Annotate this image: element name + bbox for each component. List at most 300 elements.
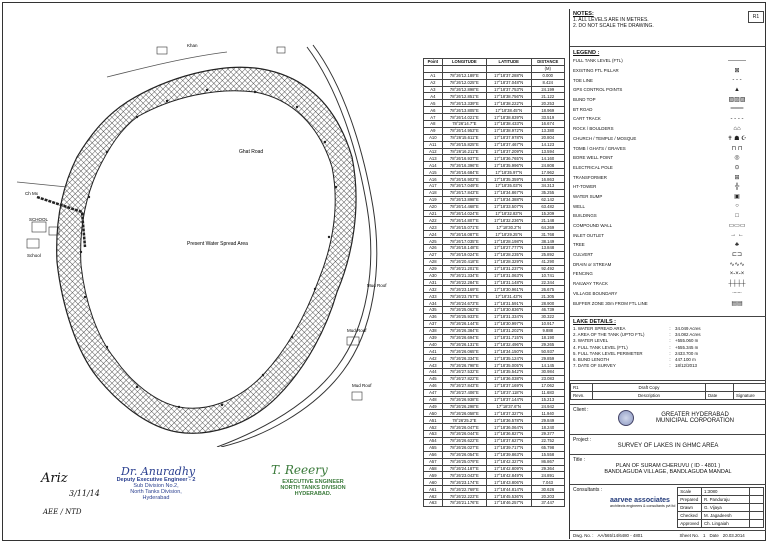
table-row bbox=[424, 231, 565, 238]
point-id: A38 bbox=[424, 327, 443, 334]
legend-label: FENCING bbox=[573, 271, 593, 277]
table-row bbox=[424, 369, 565, 376]
point-id: A4 bbox=[424, 93, 443, 100]
lake-detail-key: 6. BUND LENGTH bbox=[573, 357, 610, 363]
latitude-cell: 17°18'35.124"N bbox=[486, 355, 531, 362]
sump-icon: ▣ bbox=[734, 193, 740, 200]
point-id: A41 bbox=[424, 348, 443, 355]
latitude-cell: 17°18'31.43"N bbox=[486, 293, 531, 300]
legend-label: CART TRACK bbox=[573, 116, 601, 122]
notes-title: NOTES: bbox=[573, 11, 594, 17]
legend-label: BUILDINGS bbox=[573, 213, 597, 219]
point-id: A60 bbox=[424, 479, 443, 486]
legend-item bbox=[573, 211, 763, 221]
point-id: A53 bbox=[424, 431, 443, 438]
table-row bbox=[424, 320, 565, 327]
point-id: A63 bbox=[424, 500, 443, 507]
legend-label: GPS CONTROL POINTS bbox=[573, 87, 623, 93]
distance-cell: 65.798 bbox=[531, 444, 564, 451]
table-row bbox=[424, 479, 565, 486]
point-id: A45 bbox=[424, 375, 443, 382]
table-row bbox=[424, 458, 565, 465]
legend-list bbox=[573, 56, 763, 308]
drain-icon: ∿∿∿ bbox=[729, 261, 745, 268]
pillar-icon: ⊠ bbox=[734, 68, 740, 75]
point-id: A8 bbox=[424, 121, 443, 128]
longitude-cell: 78°26'13.898"E bbox=[442, 196, 486, 203]
table-row bbox=[424, 245, 565, 252]
table-row bbox=[424, 265, 565, 272]
revision-box: R1 bbox=[748, 11, 764, 23]
project-name: SURVEY OF LAKES IN GHMC AREA bbox=[617, 443, 719, 449]
longitude-cell: 78°26'21.176"E bbox=[442, 500, 486, 507]
distance-cell: 18.240 bbox=[531, 424, 564, 431]
table-row bbox=[424, 217, 565, 224]
drawing-number-row: Dwg. No. : AA/565/14/6480 - 4801 Sheet No. 1 Date 20.03.2014 bbox=[573, 532, 745, 538]
distance-cell: 46.739 bbox=[531, 307, 564, 314]
legend-item bbox=[573, 85, 763, 95]
latitude-cell: 17°18'31.148"N bbox=[486, 279, 531, 286]
client-name-1: GREATER HYDERABAD bbox=[661, 412, 729, 418]
legend-item bbox=[573, 240, 763, 250]
longitude-cell: 78°26'12.898"E bbox=[442, 86, 486, 93]
lake-detail-key: 4. FULL TANK LEVEL (FTL) bbox=[573, 344, 628, 350]
map-label-1: Ghat Road bbox=[239, 149, 264, 155]
latitude-cell: 17°18'30.836"N bbox=[486, 307, 531, 314]
legend-label: EXISTING FTL PILLAR bbox=[573, 68, 619, 74]
point-id: A31 bbox=[424, 279, 443, 286]
approval-table bbox=[677, 487, 764, 528]
longitude-cell: 78°26'24.673"E bbox=[442, 300, 486, 307]
point-id: A11 bbox=[424, 141, 443, 148]
approval-role: Approved bbox=[678, 520, 702, 528]
legend-item bbox=[573, 201, 763, 211]
distance-cell: 20.804 bbox=[531, 134, 564, 141]
distance-cell: 25.892 bbox=[531, 251, 564, 258]
table-row bbox=[424, 362, 565, 369]
longitude-cell: 78°26'20.418"E bbox=[442, 258, 486, 265]
latitude-cell: 17°18'42.809"N bbox=[486, 465, 531, 472]
legend-item bbox=[573, 66, 763, 76]
latitude-cell: 17°18'37.169"N bbox=[486, 382, 531, 389]
table-row bbox=[424, 251, 565, 258]
legend-item bbox=[573, 163, 763, 173]
approval-sign bbox=[750, 504, 764, 512]
table-row bbox=[424, 300, 565, 307]
longitude-cell: 78°26'13.805"E bbox=[442, 107, 486, 114]
separator: : bbox=[669, 331, 671, 337]
latitude-cell: 17°18'36.578"N bbox=[486, 417, 531, 424]
point-id: A61 bbox=[424, 486, 443, 493]
longitude-cell: 78°26'23.757"E bbox=[442, 293, 486, 300]
lake-detail-value: 447.100 m bbox=[675, 357, 696, 363]
longitude-cell: 78°26'17.049"E bbox=[442, 183, 486, 190]
handwritten-signature-1: Ariz bbox=[41, 471, 68, 486]
distance-cell: 24.891 bbox=[531, 472, 564, 479]
boundary-icon: ·-·-· bbox=[732, 290, 742, 297]
point-id: A29 bbox=[424, 265, 443, 272]
latitude-cell: 17°18'33.507"N bbox=[486, 203, 531, 210]
borewell-icon: ◎ bbox=[734, 155, 740, 162]
legend-label: VILLAGE BOUNDARY bbox=[573, 290, 618, 296]
client-label: Client : bbox=[573, 407, 589, 413]
tomb-icon: ⊓ ⊓ bbox=[731, 145, 743, 152]
legend-label: HT-TOWER bbox=[573, 184, 597, 190]
approval-row bbox=[678, 504, 764, 512]
lake-detail-value: +555.060 m bbox=[675, 338, 699, 344]
map-label-7: Mud Roof bbox=[352, 383, 372, 388]
transformer-icon: ⊞ bbox=[734, 174, 740, 181]
point-id: A5 bbox=[424, 100, 443, 107]
longitude-cell: 78°26'16.684"E bbox=[442, 169, 486, 176]
approval-sign bbox=[750, 488, 764, 496]
legend-label: RAILWAY TRACK bbox=[573, 281, 608, 287]
longitude-cell: 78°26'12.851"E bbox=[442, 93, 486, 100]
latitude-cell: 17°18'35.542"N bbox=[486, 369, 531, 376]
table-row bbox=[424, 396, 565, 403]
distance-cell: 29.377 bbox=[531, 431, 564, 438]
table-row bbox=[424, 417, 565, 424]
approval-role: Drawn bbox=[678, 504, 702, 512]
longitude-cell: 78°26'18.148"E bbox=[442, 245, 486, 252]
table-row bbox=[424, 437, 565, 444]
legend-item bbox=[573, 221, 763, 231]
distance-cell: 15.558 bbox=[531, 451, 564, 458]
latitude-cell: 17°18'35.97"N bbox=[486, 169, 531, 176]
point-id: A51 bbox=[424, 417, 443, 424]
point-id: A47 bbox=[424, 389, 443, 396]
approval-row bbox=[678, 512, 764, 520]
fencing-icon: ×-×-× bbox=[729, 270, 745, 277]
railway-icon: ┼┼┼┼ bbox=[728, 280, 746, 287]
col-point: Point bbox=[424, 59, 443, 66]
lake-detail-value: +555.345 m bbox=[675, 344, 699, 350]
table-row bbox=[424, 72, 565, 79]
hatch-icon: ▨▨▨ bbox=[728, 97, 746, 104]
longitude-cell: 78°26'21.201"E bbox=[442, 265, 486, 272]
point-id: A17 bbox=[424, 183, 443, 190]
latitude-cell: 17°18'38.839"N bbox=[486, 114, 531, 121]
table-row bbox=[424, 258, 565, 265]
map-label-5: Khan bbox=[187, 43, 198, 48]
table-row bbox=[424, 451, 565, 458]
point-id: A42 bbox=[424, 355, 443, 362]
distance-cell: 24.199 bbox=[531, 86, 564, 93]
latitude-cell: 17°18'30.2"N bbox=[486, 224, 531, 231]
latitude-cell: 17°18'34.867"N bbox=[486, 189, 531, 196]
table-row bbox=[424, 286, 565, 293]
table-row bbox=[424, 348, 565, 355]
table-row bbox=[424, 121, 565, 128]
legend-item bbox=[573, 124, 763, 134]
point-id: A46 bbox=[424, 382, 443, 389]
separator: : bbox=[669, 357, 671, 363]
point-id: A34 bbox=[424, 300, 443, 307]
legend-item bbox=[573, 192, 763, 202]
point-id: A40 bbox=[424, 341, 443, 348]
table-row bbox=[424, 79, 565, 86]
legend-label: COMPOUND WALL bbox=[573, 223, 613, 229]
latitude-cell: 17°18'36.038"N bbox=[486, 375, 531, 382]
legend-title: LEGEND : bbox=[573, 50, 600, 56]
latitude-cell: 17°18'39.717"N bbox=[486, 444, 531, 451]
distance-cell: 0.000 bbox=[531, 72, 564, 79]
wall-icon: ▭▭▭ bbox=[728, 223, 746, 230]
legend-label: ROCK / BOULDERS bbox=[573, 126, 614, 132]
legend-item bbox=[573, 104, 763, 114]
latitude-cell: 17°18'37.327"N bbox=[486, 410, 531, 417]
church-icon: ✝ ☗ ☪ bbox=[727, 135, 747, 142]
latitude-cell: 17°18'38.756"N bbox=[486, 93, 531, 100]
longitude-cell: 78°26'26.384"E bbox=[442, 327, 486, 334]
point-id: A6 bbox=[424, 107, 443, 114]
table-row bbox=[424, 272, 565, 279]
point-id: A16 bbox=[424, 176, 443, 183]
point-id: A14 bbox=[424, 162, 443, 169]
lake-detail-key: 1. WATER SPREAD AREA bbox=[573, 325, 626, 331]
table-row bbox=[424, 93, 565, 100]
legend-label: WATER SUMP bbox=[573, 193, 603, 199]
distance-cell: 10.917 bbox=[531, 320, 564, 327]
point-id: A58 bbox=[424, 465, 443, 472]
latitude-cell: 17°18'32.83"N bbox=[486, 210, 531, 217]
col-latitude: LATITUDE bbox=[486, 59, 531, 66]
legend-label: INLET OUTLET bbox=[573, 232, 604, 238]
longitude-cell: 78°26'26.798"E bbox=[442, 362, 486, 369]
revision-block bbox=[570, 381, 766, 405]
longitude-cell: 78°26'23.169"E bbox=[442, 286, 486, 293]
legend-item bbox=[573, 230, 763, 240]
latitude-cell: 17°18'38.222"N bbox=[486, 100, 531, 107]
distance-cell: 18.969 bbox=[531, 107, 564, 114]
distance-cell: 11.683 bbox=[531, 389, 564, 396]
point-id: A3 bbox=[424, 86, 443, 93]
table-row bbox=[424, 224, 565, 231]
ghmc-logo bbox=[618, 410, 634, 426]
legend-label: DRAIN or STREAM bbox=[573, 261, 612, 267]
legend-item bbox=[573, 289, 763, 299]
well-icon: ○ bbox=[735, 203, 739, 210]
point-id: A7 bbox=[424, 114, 443, 121]
inlet-outlet-icon: → ← bbox=[730, 232, 744, 239]
distance-cell: 20.203 bbox=[531, 493, 564, 500]
latitude-cell: 17°18'34.388"N bbox=[486, 196, 531, 203]
longitude-cell: 78°26'14.953"E bbox=[442, 127, 486, 134]
distance-cell: 23.083 bbox=[531, 375, 564, 382]
distance-cell: 62.142 bbox=[531, 196, 564, 203]
distance-cell: 64.269 bbox=[531, 224, 564, 231]
longitude-cell: 78°26'16.902"E bbox=[442, 176, 486, 183]
point-id: A56 bbox=[424, 451, 443, 458]
longitude-cell: 78°26'25.2"E bbox=[442, 417, 486, 424]
distance-cell: 13.380 bbox=[531, 127, 564, 134]
map-label-3: SCHOOL bbox=[29, 217, 49, 222]
lake-details-block bbox=[570, 317, 766, 381]
latitude-cell: 17°18'32.236"N bbox=[486, 217, 531, 224]
note-2: 2. DO NOT SCALE THE DRAWING. bbox=[573, 23, 654, 29]
notes-block bbox=[570, 9, 766, 47]
table-row bbox=[424, 176, 565, 183]
ftl-line-icon: ——— bbox=[728, 57, 746, 64]
point-id: A43 bbox=[424, 362, 443, 369]
distance-cell: 9.888 bbox=[531, 327, 564, 334]
latitude-cell: 17°18'37.6"N bbox=[486, 403, 531, 410]
lake-details-title: LAKE DETAILS : bbox=[573, 319, 616, 325]
latitude-cell: 17°18'37.144"N bbox=[486, 396, 531, 403]
distance-cell: 7.043 bbox=[531, 479, 564, 486]
distance-cell: 17.962 bbox=[531, 169, 564, 176]
latitude-cell: 17°18'38.45"N bbox=[486, 107, 531, 114]
approval-role: Prepared bbox=[678, 496, 702, 504]
lake-map bbox=[7, 7, 417, 447]
separator: : bbox=[669, 344, 671, 350]
point-id: A37 bbox=[424, 320, 443, 327]
building-icon: □ bbox=[735, 212, 739, 219]
longitude-cell: 78°26'26.054"E bbox=[442, 451, 486, 458]
map-label-water: Present Water Spread Area bbox=[187, 241, 248, 247]
approval-sign bbox=[750, 496, 764, 504]
separator: : bbox=[669, 338, 671, 344]
approval-name: G. Vijaya bbox=[702, 504, 750, 512]
lake-details-list bbox=[573, 325, 763, 369]
table-row bbox=[424, 127, 565, 134]
stamp-executive-engineer: EXECUTIVE ENGINEER NORTH TANKS DIVISION HYDERABAD. bbox=[280, 479, 346, 497]
latitude-cell: 17°18'30.997"N bbox=[486, 320, 531, 327]
point-id: A57 bbox=[424, 458, 443, 465]
drawing-sheet bbox=[2, 2, 766, 541]
longitude-cell: 78°26'23.043"E bbox=[442, 472, 486, 479]
distance-cell: 13.848 bbox=[531, 245, 564, 252]
revision-header-row: Revn. Description Date Signature bbox=[571, 392, 766, 400]
legend-item bbox=[573, 95, 763, 105]
toe-line-icon: - - - bbox=[732, 77, 742, 84]
drawing-number: AA/565/14/6480 - 4801 bbox=[597, 532, 643, 538]
longitude-cell: 78°26'25.079"E bbox=[442, 458, 486, 465]
legend-item bbox=[573, 75, 763, 85]
legend-item bbox=[573, 153, 763, 163]
table-row bbox=[424, 355, 565, 362]
legend-item bbox=[573, 279, 763, 289]
latitude-cell: 17°18'31.202"N bbox=[486, 327, 531, 334]
distance-cell: 31.768 bbox=[531, 231, 564, 238]
latitude-cell: 17°18'32.496"N bbox=[486, 341, 531, 348]
legend-label: ELECTRICAL POLE bbox=[573, 164, 613, 170]
legend-item bbox=[573, 298, 763, 308]
point-id: A25 bbox=[424, 238, 443, 245]
longitude-cell: 78°26'14.807"E bbox=[442, 217, 486, 224]
table-row bbox=[424, 183, 565, 190]
road-icon: ═══ bbox=[730, 106, 744, 113]
distance-cell: 50.937 bbox=[531, 348, 564, 355]
lake-detail-value: 2433.700 m bbox=[675, 350, 699, 356]
table-row bbox=[424, 279, 565, 286]
point-id: A59 bbox=[424, 472, 443, 479]
lake-detail-key: 5. FULL TANK LEVEL PERIMETER bbox=[573, 350, 643, 356]
point-id: A18 bbox=[424, 189, 443, 196]
table-header-row bbox=[424, 59, 565, 66]
distance-cell: 13.594 bbox=[531, 148, 564, 155]
point-id: A52 bbox=[424, 424, 443, 431]
longitude-cell: 78°26'25.062"E bbox=[442, 307, 486, 314]
table-row bbox=[424, 403, 565, 410]
map-label-4: School bbox=[27, 253, 41, 258]
stamp-deputy-ee: Deputy Executive Engineer - 2 Sub Division No.2, North Tanks Division, Hyderabad bbox=[116, 477, 196, 501]
distance-cell: 14.123 bbox=[531, 141, 564, 148]
lake-detail-row bbox=[573, 363, 763, 369]
gps-point-table bbox=[423, 58, 565, 507]
distance-cell: 33.519 bbox=[531, 114, 564, 121]
project-label: Project : bbox=[573, 437, 592, 443]
approval-sign bbox=[750, 520, 764, 528]
latitude-cell: 17°18'46.257"N bbox=[486, 500, 531, 507]
longitude-cell: 78°26'16.087"E bbox=[442, 231, 486, 238]
consultants-block bbox=[570, 485, 766, 531]
latitude-cell: 17°18'34.150"N bbox=[486, 348, 531, 355]
legend-item bbox=[573, 182, 763, 192]
latitude-cell: 17°18'35.03"N bbox=[486, 183, 531, 190]
latitude-cell: 17°18'37.753"N bbox=[486, 86, 531, 93]
point-id: A33 bbox=[424, 293, 443, 300]
distance-cell: 37.447 bbox=[531, 500, 564, 507]
legend-label: TOMB / GHATS / GRAVES bbox=[573, 145, 626, 151]
longitude-cell: 78°26'16.396"E bbox=[442, 162, 486, 169]
rock-icon: ⌂⌂ bbox=[733, 125, 741, 132]
distance-cell: 29.859 bbox=[531, 355, 564, 362]
longitude-cell: 78°26'26.694"E bbox=[442, 334, 486, 341]
table-row bbox=[424, 162, 565, 169]
distance-cell: 35.255 bbox=[531, 189, 564, 196]
point-id: A36 bbox=[424, 313, 443, 320]
separator: : bbox=[669, 363, 671, 369]
point-id: A39 bbox=[424, 334, 443, 341]
legend-label: WELL bbox=[573, 203, 585, 209]
distance-cell: 21.122 bbox=[531, 93, 564, 100]
point-id: A2 bbox=[424, 79, 443, 86]
triangle-icon: ▲ bbox=[734, 86, 740, 93]
longitude-cell: 78°26'25.933"E bbox=[442, 313, 486, 320]
table-row bbox=[424, 472, 565, 479]
latitude-cell: 17°18'39.863"N bbox=[486, 451, 531, 458]
distance-cell: 11.940 bbox=[531, 410, 564, 417]
signature-date: 3/11/14 bbox=[69, 489, 100, 498]
legend-label: BORE WELL POINT bbox=[573, 155, 614, 161]
table-row bbox=[424, 465, 565, 472]
distance-cell: 24.808 bbox=[531, 162, 564, 169]
longitude-cell: 78°26'26.938"E bbox=[442, 396, 486, 403]
latitude-cell: 17°18'42.849"N bbox=[486, 472, 531, 479]
consultant-sub: architects engineers & consultants pvt ltd bbox=[610, 504, 676, 508]
handwritten-signature-2: Dr. Anuradhy bbox=[121, 465, 196, 478]
distance-cell: 29.265 bbox=[531, 341, 564, 348]
table-row bbox=[424, 375, 565, 382]
distance-cell: 86.867 bbox=[531, 458, 564, 465]
longitude-cell: 78°26'15.071"E bbox=[442, 224, 486, 231]
sheet-number: 1 bbox=[703, 532, 706, 538]
point-id: A12 bbox=[424, 148, 443, 155]
longitude-cell: 78°26'22.769"E bbox=[442, 486, 486, 493]
title-block bbox=[570, 455, 766, 485]
distance-cell: 10.741 bbox=[531, 272, 564, 279]
distance-cell: 17.062 bbox=[531, 382, 564, 389]
lake-detail-value: 18/12/2013 bbox=[675, 363, 697, 369]
legend-label: BUFFER ZONE 30m FROM FTL LINE bbox=[573, 300, 648, 306]
longitude-cell: 78°26'14.7"E bbox=[442, 121, 486, 128]
point-id: A30 bbox=[424, 272, 443, 279]
point-id: A54 bbox=[424, 437, 443, 444]
legend-item bbox=[573, 134, 763, 144]
latitude-cell: 17°18'37.627"N bbox=[486, 437, 531, 444]
point-id: A10 bbox=[424, 134, 443, 141]
